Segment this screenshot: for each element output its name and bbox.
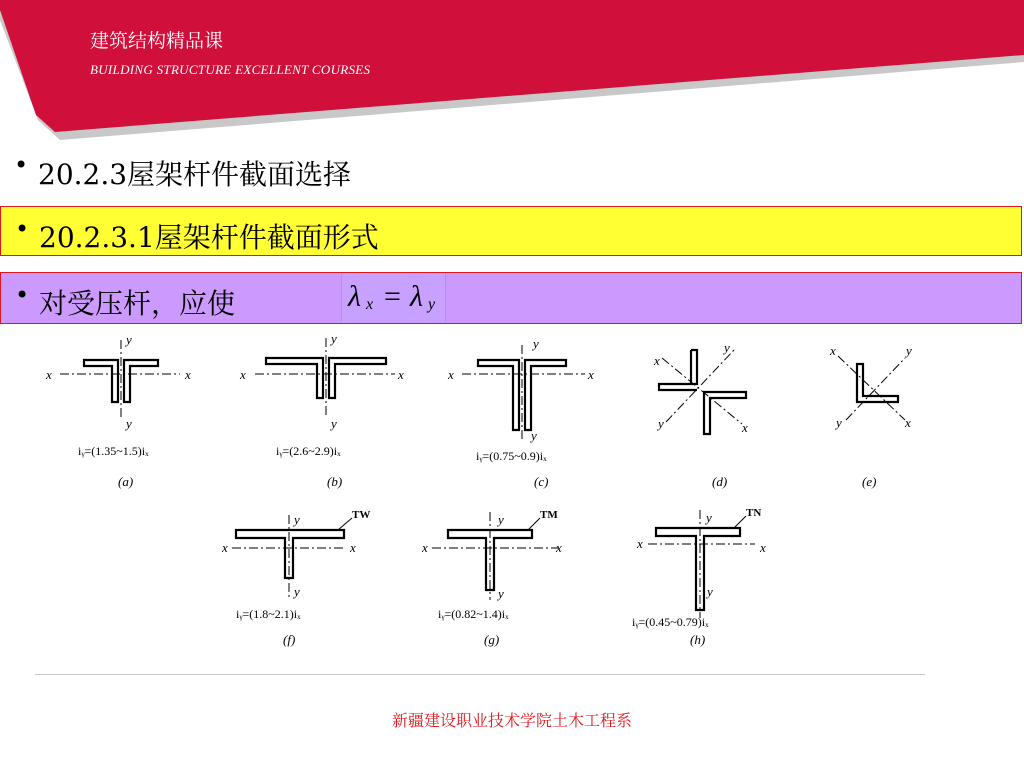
bullet-compression-box [0,272,1022,324]
formula-sub-x: x [366,296,374,313]
figure-f [221,509,370,647]
figure-caption: (h) [690,632,706,647]
axis-y-label: y [531,428,537,443]
slenderness-formula [341,274,446,322]
tag-label: TM [540,509,558,521]
bullet-dot-icon: • [15,281,30,309]
axis-x-label: x [240,367,246,382]
axis-x-label: x [760,540,766,555]
axis-y-label: y [126,332,132,347]
axis-x-label: x [222,540,228,555]
axis-y-label: y [294,584,300,599]
header-title-en: BUILDING STRUCTURE EXCELLENT COURSES [90,62,371,77]
axis-y-label: y [836,415,842,430]
axis-x-label: x [185,367,191,382]
axis-y-label: y [658,416,664,431]
axis-x-label: x [556,540,562,555]
axis-x-label: x [830,343,836,358]
axis-x-label: x [350,540,356,555]
tag-label: TN [746,507,762,519]
figure-caption: (d) [712,474,728,489]
axis-y-label: y [498,586,504,601]
figure-caption: (f) [283,632,296,647]
formula-sub-y: y [428,296,436,313]
bullet-section-title [0,153,1024,193]
axis-x-label: x [422,540,428,555]
axis-x-label: x [46,367,52,382]
axis-y-label: y [126,416,132,431]
figure-formula: iᵧ=(0.75~0.9)iₓ [476,449,547,463]
formula-lambda-y: λ [410,280,423,313]
figure-h [632,507,766,647]
axis-y-label: y [331,416,337,431]
bullet-text: 20.2.3屋架杆件截面选择 [38,158,352,191]
axis-y-label: y [706,510,712,525]
axis-y-label: y [294,512,300,527]
figure-caption: (b) [327,474,343,489]
formula-lambda-x: λ [348,280,361,313]
axis-x-label: x [398,367,404,382]
figure-caption: (c) [534,474,549,489]
axis-y-label: y [906,343,912,358]
figure-formula: iᵧ=(0.82~1.4)iₓ [438,607,509,621]
bullet-dot-icon: • [14,151,29,179]
figure-d [653,340,748,489]
axis-x-label: x [742,420,748,435]
footer-divider [35,674,925,675]
figure-caption: (e) [862,474,877,489]
figure-a [45,332,191,489]
figure-formula: iᵧ=(2.6~2.9)iₓ [276,444,341,458]
bullet-subsection-box [0,206,1022,256]
figure-caption: (g) [484,632,500,647]
figure-formula: iᵧ=(0.45~0.79)iₓ [632,615,709,629]
figure-caption: (a) [118,474,134,489]
bullet-text: 20.2.3.1屋架杆件截面形式 [39,221,379,254]
axis-y-label: y [533,336,539,351]
formula-equals: = [384,280,401,313]
figure-g [421,509,562,647]
axis-x-label: x [637,536,643,551]
figure-c [447,336,594,489]
axis-x-label: x [588,367,594,382]
axis-y-label: y [724,340,730,355]
figure-formula: iᵧ=(1.35~1.5)iₓ [78,444,149,458]
header-title-cn: 建筑结构精品课 [90,30,224,52]
figure-b [239,331,404,489]
figure-formula: iᵧ=(1.8~2.1)iₓ [236,607,301,621]
footer-institution: 新疆建设职业技术学院土木工程系 [391,711,632,730]
axis-x-label: x [448,367,454,382]
section-figures [0,325,1024,665]
bullet-text: 对受压杆，应使 [39,287,236,320]
bullet-dot-icon: • [15,215,30,243]
figure-e [829,343,912,489]
axis-y-label: y [498,512,504,527]
tag-label: TW [352,509,371,521]
axis-y-label: y [707,584,713,599]
axis-x-label: x [654,353,660,368]
axis-y-label: y [331,331,337,346]
axis-x-label: x [905,415,911,430]
